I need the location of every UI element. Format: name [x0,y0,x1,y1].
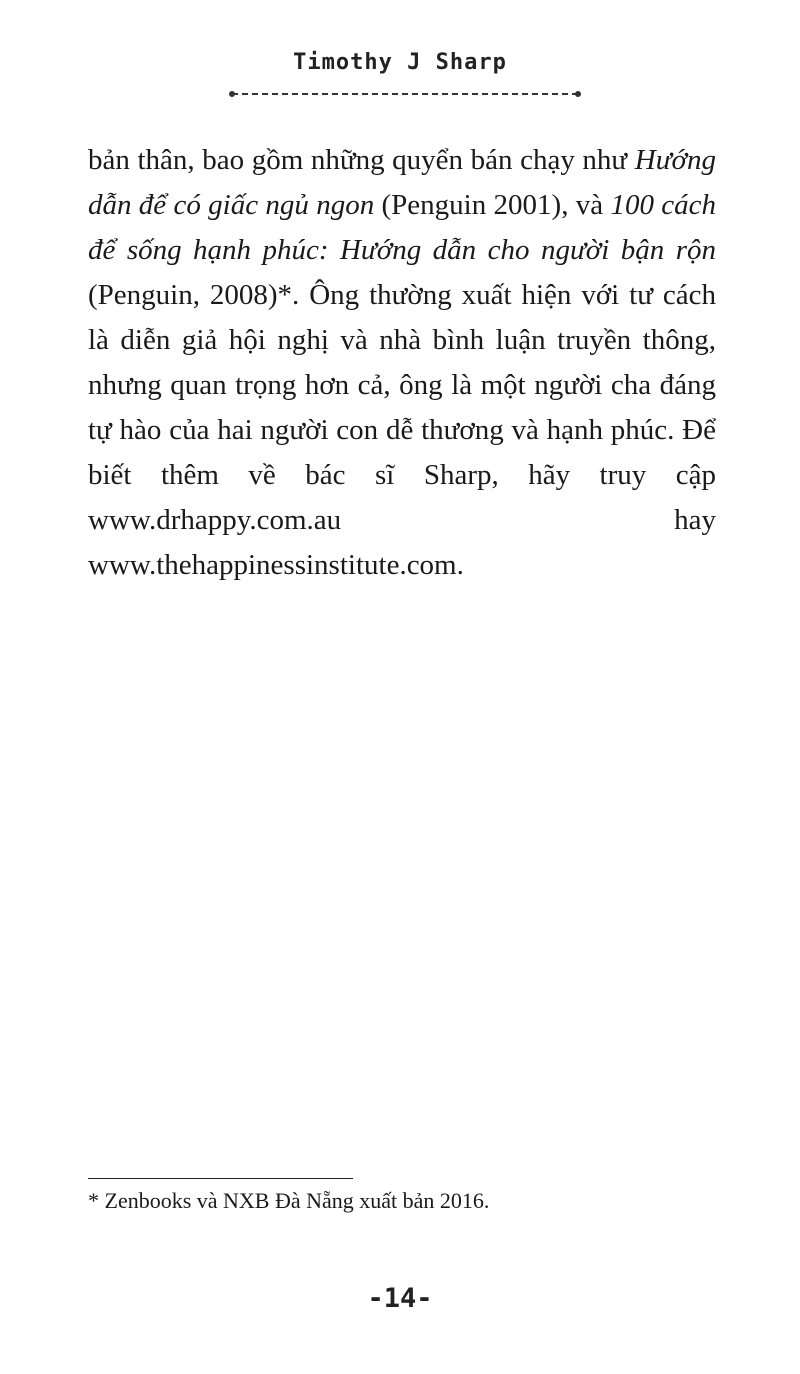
page-number: -14- [367,1283,433,1314]
running-header-author: Timothy J Sharp [293,50,507,75]
header-dashed-divider [232,93,578,95]
text-segment-3: (Penguin, 2008)*. Ông thường xuất hiện với tư cách là diễn giả hội nghị và nhà bình luận truyền thông, nhưng quan trọng hơn cả, ông là một người cha đáng tự hào của hai người con dễ thương và hạnh phúc. Để biết thêm về bác sĩ Sharp, hãy truy cập www.drhappy.com.au hay www.thehappinessinstitute.com. [88,279,716,581]
text-segment-2: (Penguin 2001), và [374,189,611,221]
book-title-100-ways: 100 cách để sống hạnh phúc: Hướng dẫn cho người bận rộn [88,189,717,266]
divider-left-dot [229,91,235,97]
book-title-sleep-guide: Hướng dẫn để có giấc ngủ ngon [88,144,716,221]
paragraph-text [88,138,716,588]
main-paragraph [88,138,716,588]
text-segment-1: bản thân, bao gồm những quyển bán chạy như [88,144,635,176]
footnote-divider [88,1178,353,1179]
divider-right-dot [575,91,581,97]
footnote: * Zenbooks và NXB Đà Nẵng xuất bản 2016. [88,1188,490,1213]
